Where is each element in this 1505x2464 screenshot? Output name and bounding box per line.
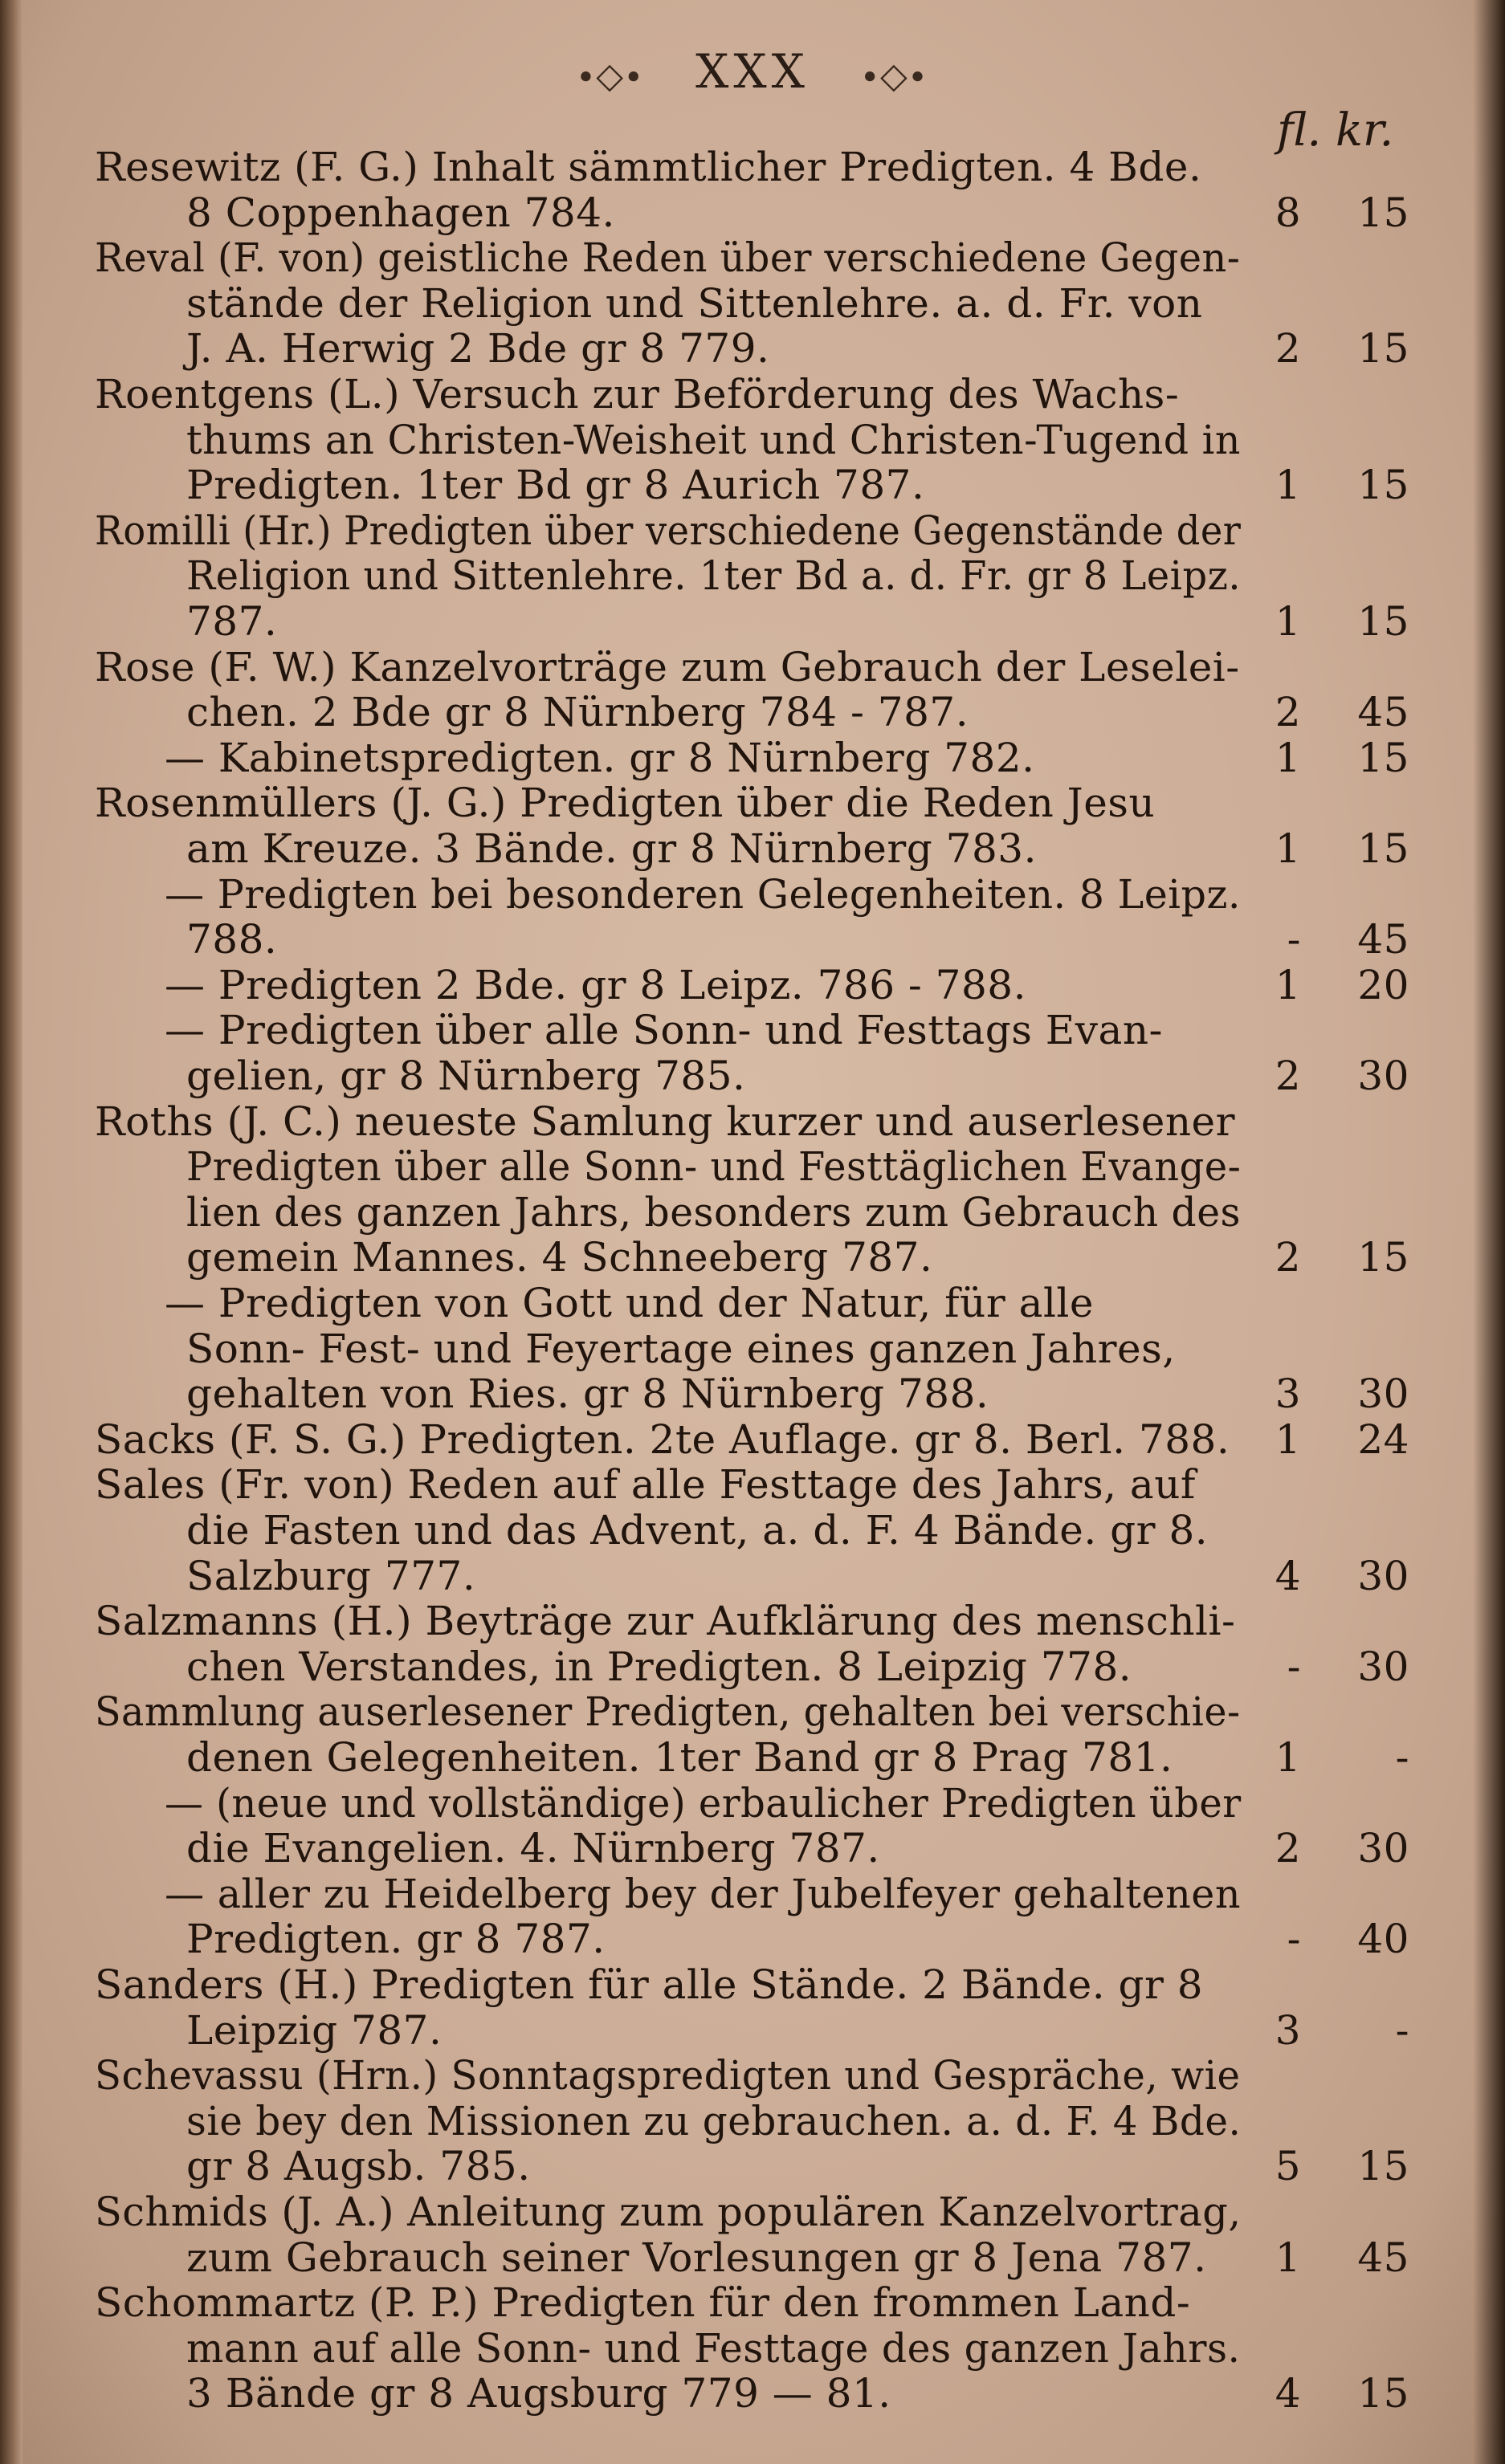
line-text: Predigten. gr 8 787. <box>186 1916 606 1963</box>
line-text: gemein Mannes. 4 Schneeberg 787. <box>186 1234 933 1281</box>
line-text: Rose (F. W.) Kanzelvorträge zum Gebrauch der Leselei- <box>95 643 1240 690</box>
line-text: Schmids (J. A.) Anleitung zum populären Kanzelvortrag, <box>95 2189 1242 2235</box>
line-text: gr 8 Augsb. 785. <box>186 2143 531 2190</box>
line-text: — Predigten 2 Bde. gr 8 Leipz. 786 - 788. <box>165 961 1027 1008</box>
line-text: — Predigten von Gott und der Natur, für alle <box>165 1280 1095 1326</box>
line-text: Sales (Fr. von) Reden auf alle Festtage des Jahrs, auf <box>95 1461 1196 1509</box>
price-kreuzer: 15 <box>1357 2370 1409 2417</box>
price-florin: 1 <box>1275 1734 1301 1781</box>
price-florin: - <box>1287 1643 1301 1690</box>
line-text: — aller zu Heidelberg bey der Jubelfeyer gehaltenen <box>165 1870 1241 1917</box>
price-florin: 2 <box>1275 1825 1301 1872</box>
price-kreuzer: - <box>1395 2006 1409 2054</box>
price-kreuzer: 15 <box>1357 734 1409 781</box>
line-text: Schommartz (P. P.) Predigten für den frommen Land- <box>95 2279 1191 2327</box>
line-text: Romilli (Hr.) Predigten über verschiedene Gegenstände der <box>95 507 1242 554</box>
price-florin: 1 <box>1275 961 1301 1008</box>
line-text: Sonn- Fest- und Feyertage eines ganzen Jahres, <box>186 1325 1176 1372</box>
page-edge-shadow <box>1473 0 1505 2464</box>
line-text: thums an Christen-Weisheit und Christen-Tugend in <box>186 416 1241 463</box>
price-kreuzer: 15 <box>1357 825 1409 872</box>
price-florin: 2 <box>1275 1053 1301 1099</box>
line-text: Predigten über alle Sonn- und Festtäglichen Evange- <box>186 1143 1242 1191</box>
line-text: Religion und Sittenlehre. 1ter Bd a. d. Fr. gr 8 Leipz. <box>186 552 1242 600</box>
line-text: Salzburg 777. <box>186 1552 476 1599</box>
line-text: gelien, gr 8 Nürnberg 785. <box>186 1053 746 1099</box>
price-florin: 4 <box>1275 1552 1301 1599</box>
price-kreuzer: 15 <box>1357 1234 1409 1281</box>
line-text: stände der Religion und Sittenlehre. a. d. Fr. von <box>186 279 1203 327</box>
price-kreuzer: 24 <box>1357 1415 1409 1463</box>
line-text: — Predigten über alle Sonn- und Festtags Evan- <box>165 1007 1163 1054</box>
price-florin: 2 <box>1275 1234 1301 1281</box>
line-text: Resewitz (F. G.) Inhalt sämmtlicher Predigten. 4 Bde. <box>95 144 1202 190</box>
line-text: Leipzig 787. <box>186 2006 443 2054</box>
price-florin: 1 <box>1275 598 1301 645</box>
price-florin: 3 <box>1275 2006 1301 2054</box>
price-florin: - <box>1287 916 1301 963</box>
line-text: sie bey den Missionen zu gebrauchen. a. d. F. 4 Bde. <box>186 2097 1242 2144</box>
currency-header: fl. kr. <box>1277 104 1394 157</box>
price-kreuzer: 15 <box>1357 189 1409 236</box>
price-florin: 5 <box>1275 2143 1301 2190</box>
price-kreuzer: 30 <box>1357 1643 1409 1690</box>
price-kreuzer: 30 <box>1357 1370 1409 1418</box>
price-florin: 8 <box>1275 189 1301 236</box>
price-kreuzer: 20 <box>1357 961 1409 1008</box>
ornament-right: ∙◇∙ <box>861 55 928 96</box>
price-florin: 1 <box>1275 825 1301 872</box>
line-text: die Evangelien. 4. Nürnberg 787. <box>186 1825 880 1872</box>
price-kreuzer: 45 <box>1357 916 1409 963</box>
page-binding <box>0 0 22 2464</box>
line-text: am Kreuze. 3 Bände. gr 8 Nürnberg 783. <box>186 825 1038 872</box>
line-text: lien des ganzen Jahrs, besonders zum Gebrauch des <box>186 1188 1241 1236</box>
price-kreuzer: 15 <box>1357 2143 1409 2190</box>
line-text: chen. 2 Bde gr 8 Nürnberg 784 - 787. <box>186 689 969 736</box>
price-kreuzer: 30 <box>1357 1825 1409 1872</box>
line-text: denen Gelegenheiten. 1ter Band gr 8 Prag 781. <box>186 1734 1173 1781</box>
price-florin: 4 <box>1275 2370 1301 2417</box>
line-text: — Kabinetspredigten. gr 8 Nürnberg 782. <box>165 734 1035 781</box>
line-text: Roentgens (L.) Versuch zur Beförderung des Wachs- <box>95 371 1180 417</box>
price-florin: 1 <box>1275 462 1301 509</box>
line-text: Schevassu (Hrn.) Sonntagspredigten und Gespräche, wie <box>95 2052 1241 2099</box>
ornament-left: ∙◇∙ <box>577 55 644 96</box>
price-florin: 2 <box>1275 689 1301 736</box>
line-text: J. A. Herwig 2 Bde gr 8 779. <box>186 325 770 373</box>
price-kreuzer: 45 <box>1357 689 1409 736</box>
price-florin: - <box>1287 1916 1301 1963</box>
line-text: Salzmanns (H.) Beyträge zur Aufklärung des menschli- <box>95 1598 1236 1645</box>
line-text: 788. <box>186 916 278 963</box>
line-text: chen Verstandes, in Predigten. 8 Leipzig 778. <box>186 1643 1132 1690</box>
line-text: Predigten. 1ter Bd gr 8 Aurich 787. <box>186 462 925 509</box>
price-kreuzer: 30 <box>1357 1053 1409 1099</box>
line-text: mann auf alle Sonn- und Festtage des ganzen Jahrs. <box>186 2324 1241 2372</box>
price-kreuzer: - <box>1395 1734 1409 1781</box>
line-text: — (neue und vollständige) erbaulicher Predigten über <box>165 1779 1242 1827</box>
line-text: zum Gebrauch seiner Vorlesungen gr 8 Jena 787. <box>186 2234 1207 2281</box>
line-text: Sanders (H.) Predigten für alle Stände. 2 Bände. gr 8 <box>95 1961 1204 2008</box>
price-kreuzer: 40 <box>1357 1916 1409 1963</box>
price-florin: 1 <box>1275 734 1301 781</box>
price-kreuzer: 45 <box>1357 2234 1409 2281</box>
line-text: gehalten von Ries. gr 8 Nürnberg 788. <box>186 1370 989 1418</box>
price-kreuzer: 15 <box>1357 325 1409 373</box>
line-text: 8 Coppenhagen 784. <box>186 189 615 236</box>
line-text: Sacks (F. S. G.) Predigten. 2te Auflage. gr 8. Berl. 788. <box>95 1415 1230 1463</box>
price-florin: 1 <box>1275 1415 1301 1463</box>
line-text: Sammlung auserlesener Predigten, gehalten bei verschie- <box>95 1688 1241 1736</box>
price-florin: 1 <box>1275 2234 1301 2281</box>
price-florin: 3 <box>1275 1370 1301 1418</box>
line-text: Rosenmüllers (J. G.) Predigten über die Reden Jesu <box>95 780 1156 827</box>
line-text: Roths (J. C.) neueste Samlung kurzer und auserlesener <box>95 1098 1236 1145</box>
page-header <box>0 44 1505 99</box>
price-kreuzer: 15 <box>1357 462 1409 509</box>
price-florin: 2 <box>1275 325 1301 373</box>
price-kreuzer: 15 <box>1357 598 1409 645</box>
line-text: 3 Bände gr 8 Augsburg 779 — 81. <box>186 2370 891 2417</box>
page-number: XXX <box>695 44 810 99</box>
line-text: Reval (F. von) geistliche Reden über verschiedene Gegen- <box>95 234 1241 282</box>
line-text: — Predigten bei besonderen Gelegenheiten. 8 Leipz. <box>165 870 1241 918</box>
line-text: 787. <box>186 598 278 645</box>
price-kreuzer: 30 <box>1357 1552 1409 1599</box>
line-text: die Fasten und das Advent, a. d. F. 4 Bände. gr 8. <box>186 1507 1209 1554</box>
